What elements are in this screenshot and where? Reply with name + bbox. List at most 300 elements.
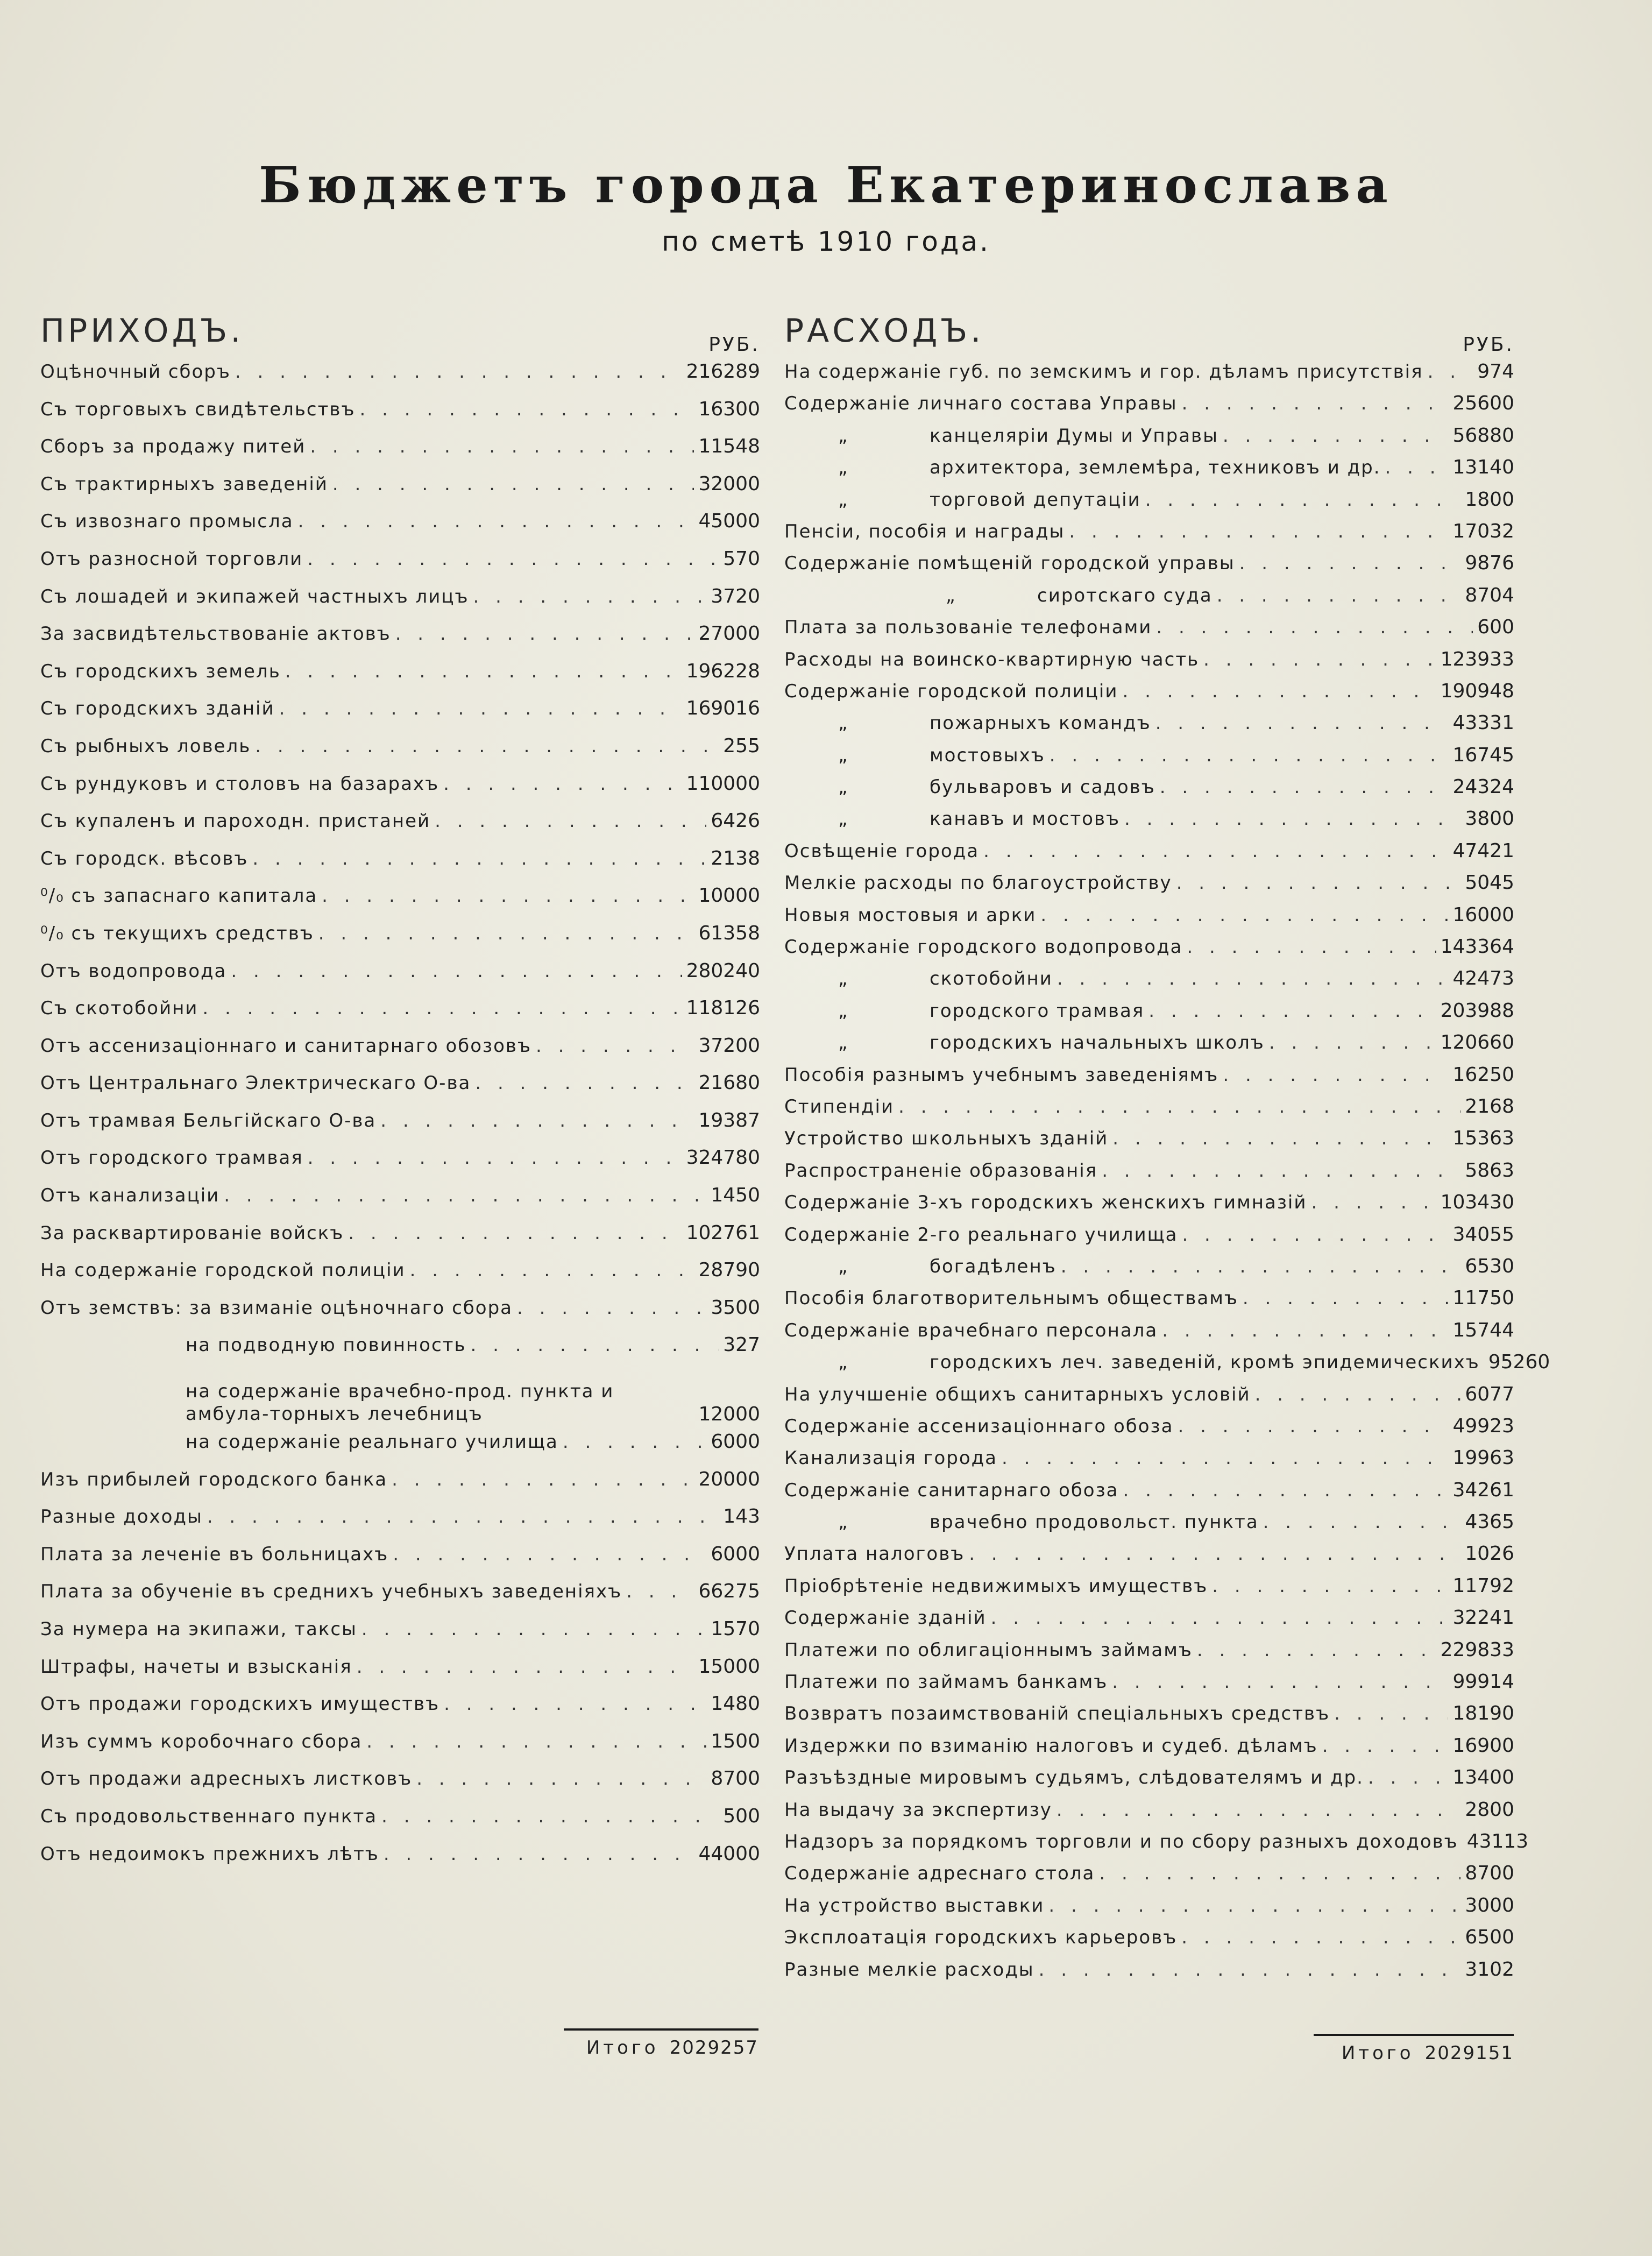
- expense-row-label: „ торговой депутаціи: [784, 489, 1141, 511]
- income-row-value: 32000: [698, 472, 760, 495]
- income-row: [40, 1109, 760, 1147]
- income-row-label: Разные доходы: [40, 1506, 203, 1528]
- expense-row: [784, 1351, 1550, 1383]
- expense-row: [784, 1926, 1514, 1958]
- dot-leader: [1057, 1799, 1460, 1821]
- expense-row: [784, 1607, 1514, 1638]
- income-row-value: 216289: [686, 360, 760, 383]
- dot-leader: [898, 1096, 1460, 1118]
- expense-row-label: Уплата налоговъ: [784, 1543, 965, 1565]
- dot-leader: [1187, 936, 1436, 958]
- income-row-label: За засвидѣтельствованіе актовъ: [40, 623, 391, 645]
- expense-row-label: „ городского трамвая: [784, 1000, 1144, 1022]
- income-row-label: Отъ продажи адресныхъ листковъ: [40, 1768, 413, 1790]
- expense-row-value: 9876: [1465, 552, 1514, 575]
- income-row-value: 3500: [711, 1296, 760, 1319]
- income-row-value: 118126: [686, 997, 760, 1020]
- income-total-value: 2029257: [669, 2037, 758, 2059]
- dot-leader: [360, 399, 694, 420]
- income-row-label: на содержаніе врачебно-прод. пункта и амбула-торныхъ лечебницъ: [186, 1381, 614, 1425]
- expense-row-label: „ врачебно продовольст. пункта: [784, 1511, 1259, 1533]
- expense-row: [784, 456, 1514, 488]
- income-row-label: Изъ суммъ коробочнаго сбора: [40, 1730, 363, 1752]
- dot-leader: [1155, 712, 1449, 734]
- income-row-label: За расквартированіе войскъ: [40, 1222, 344, 1244]
- dot-leader: [1182, 393, 1449, 414]
- expense-row-label: Содержаніе зданій: [784, 1607, 987, 1629]
- dot-leader: [207, 1506, 719, 1527]
- expense-row-label: „ городскихъ начальныхъ школъ: [784, 1032, 1265, 1053]
- dot-leader: [1156, 617, 1473, 638]
- dot-leader: [1243, 1288, 1449, 1309]
- expense-row: [784, 872, 1514, 903]
- dot-leader: [1197, 1639, 1436, 1661]
- income-row-value: 37200: [698, 1034, 760, 1057]
- expense-row-label: „ пожарныхъ командъ: [784, 712, 1151, 734]
- dot-leader: [1311, 1192, 1436, 1213]
- dot-leader: [1148, 1000, 1436, 1022]
- expense-row-value: 19963: [1452, 1447, 1514, 1469]
- expense-row: [784, 1958, 1514, 1990]
- income-row-label: Съ купаленъ и пароходн. пристаней: [40, 810, 431, 832]
- dot-leader: [255, 736, 719, 757]
- expense-row-value: 3102: [1465, 1958, 1514, 1981]
- income-row-value: 11548: [698, 435, 760, 458]
- dot-leader: [1162, 1320, 1448, 1341]
- expense-row-value: 13140: [1452, 456, 1514, 479]
- expense-row-label: Содержаніе санитарнаго обоза: [784, 1479, 1119, 1501]
- page-title: Бюджетъ города Екатеринослава: [259, 156, 1393, 214]
- income-row-value: 327: [723, 1334, 760, 1356]
- expense-row: [784, 360, 1514, 392]
- expense-row: [784, 1447, 1514, 1479]
- expense-row: [784, 808, 1514, 839]
- expense-row: [784, 936, 1514, 967]
- expense-row-label: На выдачу за экспертизу: [784, 1799, 1052, 1821]
- expense-row-label: „ канавъ и мостовъ: [784, 808, 1120, 830]
- expense-unit: РУБ.: [1463, 334, 1514, 356]
- expense-total: [1314, 2034, 1514, 2064]
- dot-leader: [361, 1618, 707, 1640]
- income-row: [40, 847, 760, 885]
- expense-row: [784, 1479, 1514, 1511]
- income-row-label: Отъ ассенизаціоннаго и санитарнаго обозовъ: [40, 1035, 531, 1057]
- dot-leader: [1269, 1032, 1436, 1053]
- dot-leader: [1334, 1703, 1448, 1724]
- income-row-value: 27000: [698, 623, 760, 645]
- income-row-value: 196228: [686, 660, 760, 682]
- dot-leader: [1124, 808, 1460, 830]
- expense-row-value: 229833: [1440, 1638, 1514, 1661]
- expense-row-label: Содержаніе ассенизаціоннаго обоза: [784, 1415, 1174, 1437]
- expense-row-value: 95260: [1488, 1351, 1550, 1374]
- expense-row-label: Издержки по взиманію налоговъ и судеб. дѣламъ: [784, 1735, 1318, 1757]
- expense-row: [784, 1287, 1514, 1319]
- expense-row-label: Расходы на воинско-квартирную часть: [784, 648, 1200, 670]
- income-list: [40, 360, 760, 1880]
- income-row-label: ⁰/₀ съ запаснаго капитала: [40, 885, 318, 907]
- expense-row-value: 18190: [1452, 1702, 1514, 1725]
- dot-leader: [991, 1607, 1449, 1629]
- income-row: [40, 1297, 760, 1334]
- expense-row: [784, 1766, 1514, 1798]
- dot-leader: [348, 1222, 682, 1244]
- expense-row: [784, 1415, 1514, 1447]
- expense-row-label: Пособія разнымъ учебнымъ заведеніямъ: [784, 1064, 1219, 1086]
- income-row-value: 102761: [686, 1221, 760, 1244]
- income-heading: ПРИХОДЪ.: [40, 312, 244, 350]
- dot-leader: [318, 923, 694, 944]
- expense-row: [784, 1000, 1514, 1031]
- expense-row: [784, 1064, 1514, 1095]
- expense-row-value: 99914: [1452, 1671, 1514, 1693]
- income-row-label: ⁰/₀ съ текущихъ средствъ: [40, 922, 314, 944]
- expense-row: [784, 1702, 1514, 1734]
- income-row-value: 3720: [711, 585, 760, 607]
- dot-leader: [1428, 361, 1473, 383]
- expense-row-label: Надзоръ за порядкомъ торговли и по сбору разныхъ доходовъ: [784, 1830, 1458, 1852]
- expense-row-value: 1800: [1465, 488, 1514, 511]
- dot-leader: [1002, 1447, 1448, 1469]
- page-subtitle: по сметѣ 1910 года.: [662, 226, 990, 257]
- income-row: [40, 1431, 760, 1468]
- income-row: [40, 1656, 760, 1693]
- income-row-value: 66275: [698, 1580, 760, 1603]
- expense-row-value: 15744: [1452, 1319, 1514, 1341]
- dot-leader: [392, 1469, 694, 1490]
- income-row-value: 169016: [686, 697, 760, 720]
- dot-leader: [1182, 1224, 1448, 1246]
- expense-row-value: 4365: [1465, 1511, 1514, 1533]
- income-row-value: 570: [723, 547, 760, 570]
- dot-leader: [1176, 872, 1461, 894]
- expense-row-value: 143364: [1440, 936, 1514, 958]
- expense-row-value: 15363: [1452, 1127, 1514, 1150]
- expense-row-value: 34261: [1452, 1479, 1514, 1501]
- income-row-value: 1450: [711, 1184, 760, 1207]
- income-unit: РУБ.: [708, 334, 760, 356]
- income-row: [40, 1147, 760, 1184]
- income-row-value: 16300: [698, 398, 760, 420]
- expense-row-label: Освѣщеніе города: [784, 840, 980, 862]
- expense-row-value: 5863: [1465, 1159, 1514, 1182]
- income-row: [40, 922, 760, 960]
- dot-leader: [471, 1334, 719, 1356]
- income-row-label: На содержаніе городской полиціи: [40, 1260, 406, 1282]
- dot-leader: [395, 623, 694, 645]
- expense-row-label: „ сиротскаго суда: [784, 585, 1213, 606]
- income-row-label: Отъ земствъ: за взиманіе оцѣночнаго сбора: [40, 1297, 513, 1319]
- income-row-value: 19387: [698, 1109, 760, 1131]
- dot-leader: [473, 586, 707, 607]
- income-row: [40, 1580, 760, 1618]
- dot-leader: [279, 698, 682, 719]
- income-row-value: 255: [723, 734, 760, 757]
- expense-row-value: 600: [1477, 616, 1514, 639]
- income-row-label: Отъ недоимокъ прежнихъ лѣтъ: [40, 1843, 379, 1865]
- dot-leader: [1123, 1480, 1449, 1501]
- income-row-value: 1500: [711, 1730, 760, 1752]
- expense-row-value: 120660: [1440, 1031, 1514, 1054]
- income-row: [40, 585, 760, 623]
- income-row: [40, 885, 760, 922]
- dot-leader: [416, 1768, 706, 1790]
- expense-row-value: 13400: [1452, 1766, 1514, 1789]
- expense-row: [784, 552, 1514, 584]
- dot-leader: [1099, 1863, 1460, 1884]
- dot-leader: [1178, 1416, 1448, 1437]
- expense-row: [784, 584, 1514, 616]
- income-row-value: 28790: [698, 1259, 760, 1282]
- expense-row: [784, 680, 1514, 712]
- expense-row: [784, 840, 1514, 872]
- expense-row-value: 16000: [1452, 903, 1514, 926]
- dot-leader: [563, 1431, 706, 1453]
- income-row: [40, 548, 760, 585]
- expense-row: [784, 425, 1514, 456]
- dot-leader: [1255, 1384, 1461, 1405]
- dot-leader: [252, 848, 706, 869]
- expense-row-value: 32241: [1452, 1607, 1514, 1629]
- expense-row-label: Плата за пользованіе телефонами: [784, 617, 1152, 639]
- dot-leader: [1217, 585, 1461, 606]
- dot-leader: [517, 1297, 706, 1319]
- expense-row-value: 11792: [1452, 1574, 1514, 1597]
- expense-row-label: На содержаніе губ. по земскимъ и гор. дѣламъ присутствія: [784, 361, 1423, 383]
- dot-leader: [1040, 904, 1448, 926]
- expense-row-value: 34055: [1452, 1223, 1514, 1246]
- income-row-label: Съ лошадей и экипажей частныхъ лицъ: [40, 585, 469, 607]
- expense-row-value: 6500: [1465, 1926, 1514, 1949]
- expense-row-value: 6530: [1465, 1255, 1514, 1277]
- dot-leader: [444, 1693, 706, 1715]
- dot-leader: [384, 1843, 694, 1865]
- expense-row: [784, 744, 1514, 776]
- income-row-value: 15000: [698, 1655, 760, 1678]
- income-row-value: 500: [723, 1805, 760, 1827]
- dot-leader: [235, 361, 682, 383]
- income-row-value: 280240: [686, 959, 760, 982]
- dot-leader: [1368, 1767, 1449, 1788]
- income-row-label: Съ городскихъ земель: [40, 660, 281, 682]
- income-row: [40, 435, 760, 473]
- expense-row-value: 17032: [1452, 520, 1514, 542]
- expense-column: [784, 312, 1550, 1990]
- expense-row-value: 16900: [1452, 1734, 1514, 1757]
- dot-leader: [1203, 649, 1436, 670]
- expense-row-label: Содержаніе личнаго состава Управы: [784, 393, 1178, 415]
- expense-row-value: 3800: [1465, 808, 1514, 830]
- dot-leader: [1057, 968, 1449, 989]
- expense-row-value: 1026: [1465, 1543, 1514, 1565]
- income-row-label: Съ городскихъ зданій: [40, 698, 275, 720]
- expense-row-value: 6077: [1465, 1383, 1514, 1405]
- expense-row: [784, 1735, 1514, 1766]
- income-column: [40, 312, 760, 1880]
- expense-row-value: 24324: [1452, 776, 1514, 798]
- dot-leader: [1069, 521, 1448, 542]
- income-row-label: Съ городск. вѣсовъ: [40, 847, 249, 869]
- income-row-value: 44000: [698, 1842, 760, 1865]
- expense-row: [784, 648, 1514, 680]
- expense-row: [784, 1224, 1514, 1255]
- expense-row: [784, 776, 1514, 808]
- dot-leader: [307, 548, 719, 570]
- income-row-label: Отъ водопровода: [40, 960, 227, 982]
- income-row: [40, 1843, 760, 1880]
- dot-leader: [475, 1072, 694, 1094]
- income-row: [40, 1767, 760, 1805]
- expense-row-label: Содержаніе городского водопровода: [784, 936, 1183, 958]
- expense-row-value: 25600: [1452, 392, 1514, 415]
- expense-row-value: 103430: [1440, 1191, 1514, 1214]
- expense-row: [784, 1319, 1514, 1351]
- expense-row-value: 5045: [1465, 872, 1514, 894]
- income-row-value: 21680: [698, 1072, 760, 1094]
- income-row: [40, 1618, 760, 1656]
- dot-leader: [1385, 457, 1449, 478]
- expense-row-value: 2168: [1465, 1095, 1514, 1118]
- income-header: [40, 312, 760, 360]
- dot-leader: [231, 960, 682, 982]
- income-row-value: 61358: [698, 922, 760, 944]
- dot-leader: [1122, 681, 1436, 702]
- expense-row-label: „ мостовыхъ: [784, 745, 1045, 766]
- income-row-value: 324780: [686, 1147, 760, 1169]
- expense-row-label: Новыя мостовыя и арки: [784, 904, 1037, 926]
- income-row-value: 110000: [686, 772, 760, 795]
- expense-heading: РАСХОДЪ.: [784, 312, 984, 350]
- expense-row-label: Мелкіе расходы по благоустройству: [784, 872, 1172, 894]
- expense-row-label: Платежи по облигаціоннымъ займамъ: [784, 1639, 1193, 1661]
- dot-leader: [1050, 745, 1449, 766]
- dot-leader: [443, 773, 682, 795]
- dot-leader: [1061, 1256, 1461, 1277]
- expense-row: [784, 1095, 1514, 1127]
- income-row: [40, 660, 760, 698]
- dot-leader: [298, 511, 694, 532]
- dot-leader: [310, 436, 694, 457]
- expense-row-label: Платежи по займамъ банкамъ: [784, 1671, 1108, 1693]
- dot-leader: [322, 885, 694, 907]
- income-row-label: Отъ Центральнаго Электрическаго О-ва: [40, 1072, 471, 1094]
- income-row: [40, 1222, 760, 1260]
- income-row: [40, 735, 760, 773]
- expense-row-value: 8700: [1465, 1862, 1514, 1885]
- income-row-value: 1480: [711, 1693, 760, 1715]
- income-row-label: Отъ разносной торговли: [40, 548, 303, 570]
- dot-leader: [1322, 1735, 1449, 1757]
- expense-row: [784, 1191, 1514, 1223]
- expense-row-label: Содержаніе 3-хъ городскихъ женскихъ гимназій: [784, 1192, 1307, 1214]
- expense-row: [784, 967, 1514, 999]
- expense-row-value: 56880: [1452, 424, 1514, 447]
- income-row-label: Изъ прибылей городского банка: [40, 1468, 388, 1490]
- income-row: [40, 623, 760, 660]
- income-row: [40, 1543, 760, 1581]
- expense-row-label: Возвратъ позаимствованій спеціальныхъ средствъ: [784, 1703, 1330, 1725]
- income-row: [40, 398, 760, 436]
- dot-leader: [1263, 1511, 1461, 1533]
- dot-leader: [332, 473, 694, 495]
- income-row: [40, 810, 760, 847]
- expense-row: [784, 520, 1514, 552]
- expense-row: [784, 1799, 1514, 1830]
- expense-row-label: Содержаніе врачебнаго персонала: [784, 1319, 1158, 1341]
- income-row-label: Отъ трамвая Бельгійскаго О-ва: [40, 1109, 377, 1131]
- income-row-label: Отъ городского трамвая: [40, 1147, 303, 1169]
- income-row-label: на содержаніе реальнаго училища: [186, 1431, 558, 1453]
- income-row: [40, 1072, 760, 1109]
- income-row-label: Съ рыбныхъ ловель: [40, 735, 251, 757]
- expense-row-label: Содержаніе адреснаго стола: [784, 1863, 1095, 1885]
- expense-total-value: 2029151: [1424, 2042, 1514, 2064]
- income-total-label: Итого: [586, 2037, 659, 2059]
- expense-row-label: На улучшеніе общихъ санитарныхъ условій: [784, 1383, 1251, 1405]
- expense-row-label: „ бульваровъ и садовъ: [784, 776, 1155, 798]
- dot-leader: [1223, 425, 1449, 447]
- income-row: [40, 1693, 760, 1730]
- expense-row-value: 974: [1477, 360, 1514, 383]
- income-row-label: Штрафы, начеты и взысканія: [40, 1656, 352, 1678]
- income-row: [40, 773, 760, 810]
- expense-row-value: 190948: [1440, 680, 1514, 702]
- income-row-value: 8700: [711, 1767, 760, 1790]
- expense-row: [784, 1383, 1514, 1415]
- expense-row: [784, 1543, 1514, 1574]
- income-row-value: 1570: [711, 1618, 760, 1640]
- income-row-value: 45000: [698, 510, 760, 533]
- income-row-label: Отъ канализаціи: [40, 1185, 220, 1207]
- income-row-label: Оцѣночный сборъ: [40, 361, 231, 383]
- expense-row-label: На устройство выставки: [784, 1894, 1045, 1916]
- expense-row-label: Пособія благотворительнымъ обществамъ: [784, 1288, 1238, 1310]
- expense-row: [784, 1639, 1514, 1671]
- dot-leader: [969, 1543, 1460, 1565]
- income-row-label: Съ трактирныхъ заведеній: [40, 473, 328, 495]
- dot-leader: [536, 1035, 694, 1057]
- expense-row: [784, 1511, 1514, 1543]
- expense-row: [784, 489, 1514, 520]
- income-row-value: 6000: [711, 1543, 760, 1565]
- income-row-value: 143: [723, 1505, 760, 1528]
- expense-row-value: 42473: [1452, 967, 1514, 990]
- income-row-label: Сборъ за продажу питей: [40, 436, 306, 458]
- expense-row-label: Содержаніе помѣщеній городской управы: [784, 553, 1235, 575]
- income-row: [40, 960, 760, 998]
- expense-header: [784, 312, 1514, 360]
- income-row-value: 2138: [711, 847, 760, 869]
- income-row-value: 6000: [711, 1431, 760, 1453]
- dot-leader: [366, 1731, 706, 1752]
- income-row: [40, 997, 760, 1035]
- income-row: [40, 510, 760, 548]
- expense-row-label: Пріобрѣтеніе недвижимыхъ имуществъ: [784, 1575, 1208, 1597]
- expense-row-value: 8704: [1465, 584, 1514, 606]
- expense-row-label: Канализація города: [784, 1447, 998, 1469]
- income-row: [40, 360, 760, 398]
- expense-row-label: „ канцеляріи Думы и Управы: [784, 425, 1218, 447]
- expense-row-value: 43331: [1452, 712, 1514, 734]
- dot-leader: [983, 840, 1448, 862]
- income-row-value: 6426: [711, 810, 760, 832]
- expense-row-value: 2800: [1465, 1798, 1514, 1821]
- income-row-label: Плата за леченіе въ больницахъ: [40, 1543, 389, 1565]
- dot-leader: [1112, 1671, 1448, 1693]
- dot-leader: [1212, 1575, 1448, 1597]
- dot-leader: [626, 1581, 694, 1602]
- dot-leader: [381, 1806, 719, 1827]
